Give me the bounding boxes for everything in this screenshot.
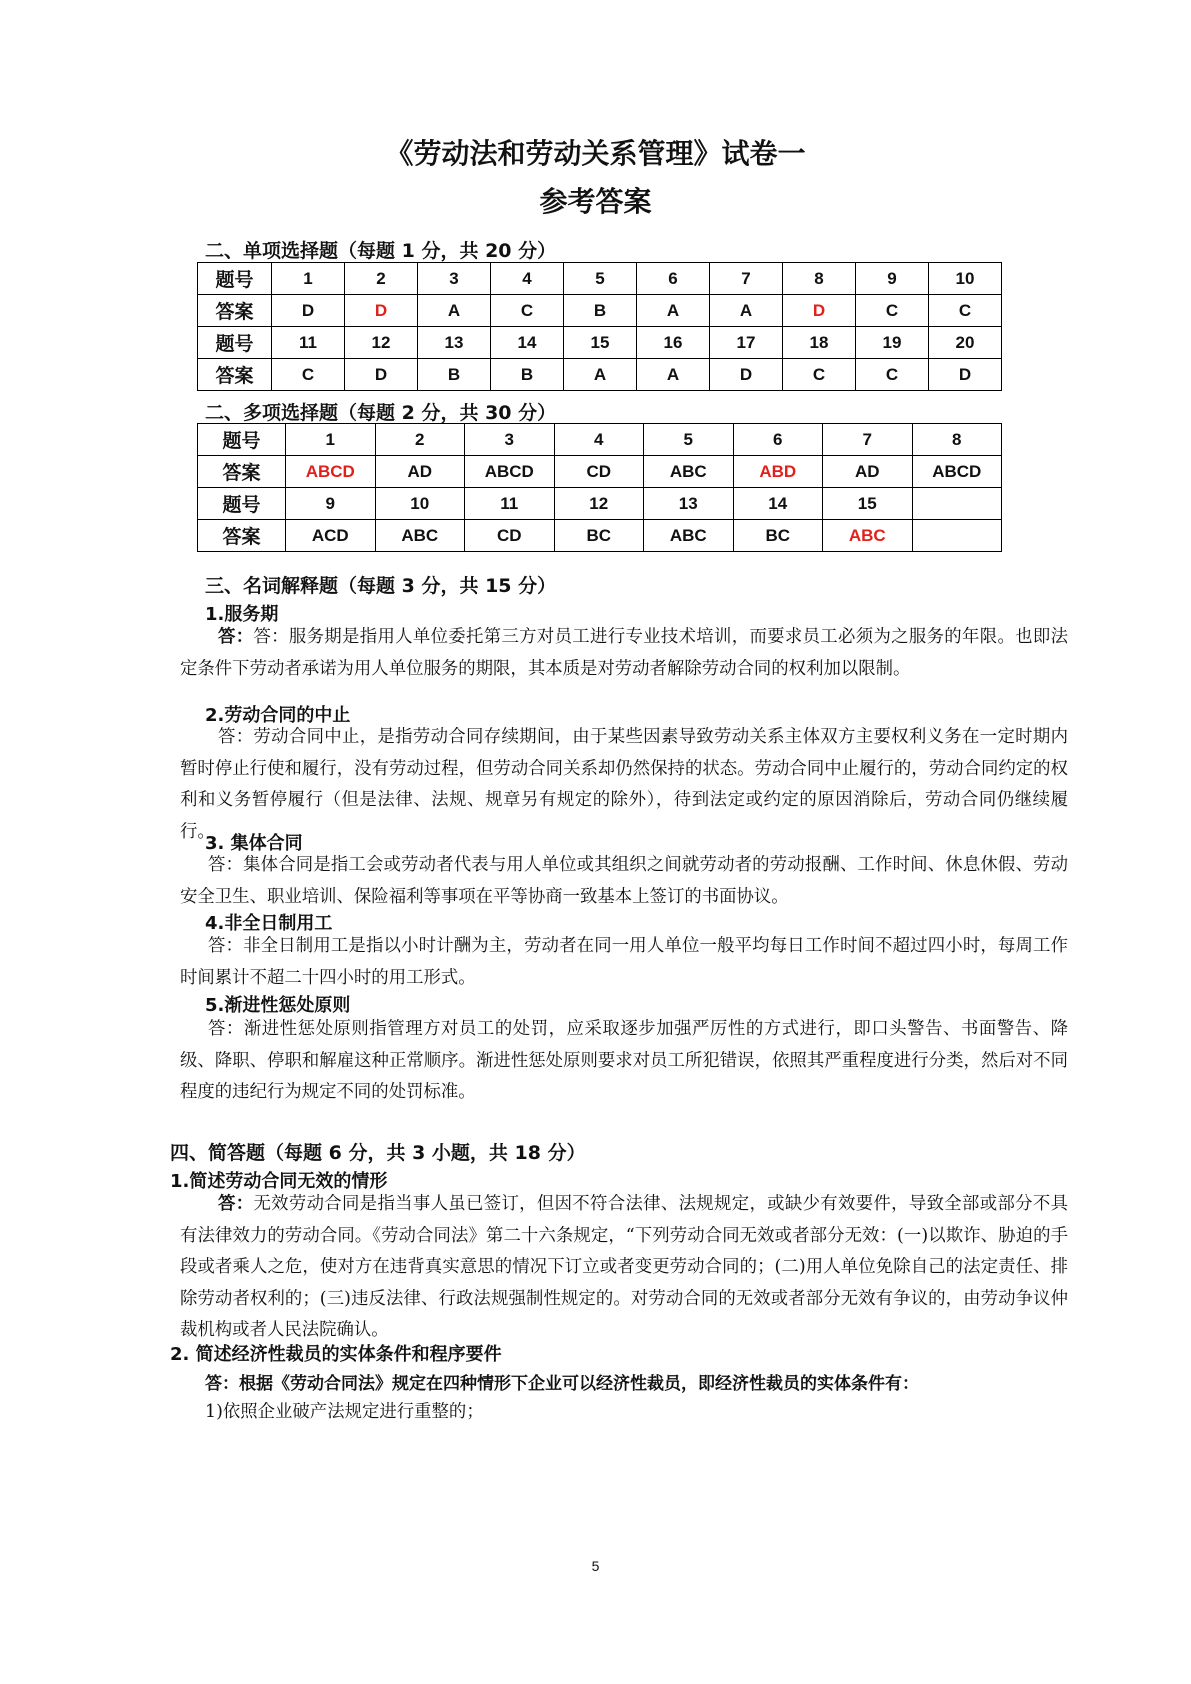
answer-cell: ABCD	[465, 456, 555, 488]
answer-cell: BC	[554, 520, 644, 552]
term-1-label: 1.服务期	[205, 604, 279, 625]
number-row	[198, 488, 1002, 520]
row-label-number: 题号	[198, 488, 286, 520]
term-5-answer: 答：渐进性惩处原则指管理方对员工的处罚，应采取逐步加强严厉性的方式进行，即口头警告、书面警告、降级、降职、停职和解雇这种正常顺序。渐进性惩处原则要求对员工所犯错误，依照其严重程度进行分类，然后对不同程度的违纪行为规定不同的处罚标准。	[180, 1019, 1068, 1102]
answer-cell: ABCD	[286, 456, 376, 488]
question-number-cell: 1	[286, 424, 376, 456]
number-row	[198, 263, 1002, 295]
answer-cell: A	[418, 295, 491, 327]
question-number-cell: 10	[375, 488, 465, 520]
row-label-answer: 答案	[198, 520, 286, 552]
answer-row	[198, 456, 1002, 488]
answer-cell: D	[929, 359, 1002, 391]
question-number-cell: 2	[375, 424, 465, 456]
question-number-cell: 11	[272, 327, 345, 359]
question-number-cell: 12	[345, 327, 418, 359]
question-number-cell: 11	[465, 488, 555, 520]
answer-cell: C	[856, 359, 929, 391]
page-subtitle: 参考答案	[539, 185, 652, 218]
answer-cell: A	[710, 295, 783, 327]
question-number-cell: 7	[710, 263, 783, 295]
question-number-cell: 13	[644, 488, 734, 520]
row-label-answer: 答案	[198, 295, 272, 327]
term-3-label: 3. 集体合同	[205, 833, 303, 854]
question-number-cell: 8	[912, 424, 1002, 456]
question-number-cell: 14	[491, 327, 564, 359]
short-answer-q2-item-1: 1)依照企业破产法规定进行重整的；	[205, 1402, 484, 1422]
question-number-cell: 3	[465, 424, 555, 456]
answer-cell: ABC	[823, 520, 913, 552]
short-answer-q1-text: 无效劳动合同是指当事人虽已签订，但因不符合法律、法规规定，或缺少有效要件，导致全部或部分不具有法律效力的劳动合同。《劳动合同法》第二十六条规定，“下列劳动合同无效或者部分无效：(一)以欺诈、胁迫的手段或者乘人之危，使对方在违背真实意思的情况下订立或者变更劳动合同的；(二)用人单位免除自己的法定责任、排除劳动者权利的；(三)违反法律、行政法规强制性规定的。对劳动合同的无效或者部分无效有争议的，由劳动争议仲裁机构或者人民法院确认。	[180, 1194, 1068, 1340]
question-number-cell: 7	[823, 424, 913, 456]
answer-row	[198, 295, 1002, 327]
question-number-cell: 13	[418, 327, 491, 359]
multi-choice-table	[197, 423, 1002, 552]
question-number-cell: 9	[286, 488, 376, 520]
number-row	[198, 424, 1002, 456]
answer-cell: AD	[823, 456, 913, 488]
short-answer-heading: 四、简答题（每题 6 分，共 3 小题，共 18 分）	[170, 1142, 586, 1164]
question-number-cell: 9	[856, 263, 929, 295]
answer-cell: C	[929, 295, 1002, 327]
answer-cell: B	[418, 359, 491, 391]
question-number-cell: 4	[554, 424, 644, 456]
answer-cell: D	[345, 359, 418, 391]
term-2-answer: 答：劳动合同中止，是指劳动合同存续期间，由于某些因素导致劳动关系主体双方主要权利义务在一定时期内暂时停止行使和履行，没有劳动过程，但劳动合同关系却仍然保持的状态。劳动合同中止履行的，劳动合同约定的权利和义务暂停履行（但是法律、法规、规章另有规定的除外），待到法定或约定的原因消除后，劳动合同仍继续履行。	[180, 727, 1068, 842]
multi-choice-heading: 二、多项选择题（每题 2 分，共 30 分）	[205, 402, 557, 424]
page-number: 5	[591, 1558, 600, 1574]
answer-lead: 答：	[218, 627, 254, 647]
answer-cell: D	[783, 295, 856, 327]
single-choice-table	[197, 262, 1002, 391]
answer-lead: 答：	[218, 1194, 254, 1214]
answer-cell: A	[637, 295, 710, 327]
term-1-answer	[180, 622, 1068, 685]
answer-cell: C	[783, 359, 856, 391]
answer-cell: A	[564, 359, 637, 391]
answer-cell: ABC	[375, 520, 465, 552]
term-4-label: 4.非全日制用工	[205, 913, 333, 934]
term-5-label: 5.渐进性惩处原则	[205, 995, 351, 1016]
question-number-cell: 18	[783, 327, 856, 359]
page-title: 《劳动法和劳动关系管理》试卷一	[385, 137, 806, 170]
row-label-number: 题号	[198, 327, 272, 359]
question-number-cell: 5	[564, 263, 637, 295]
answer-cell: D	[345, 295, 418, 327]
single-choice-heading: 二、单项选择题（每题 1 分，共 20 分）	[205, 240, 557, 262]
question-number-cell: 3	[418, 263, 491, 295]
number-row	[198, 327, 1002, 359]
question-number-cell: 15	[564, 327, 637, 359]
answer-cell: CD	[554, 456, 644, 488]
short-answer-q2-answer-line: 答：根据《劳动合同法》规定在四种情形下企业可以经济性裁员，即经济性裁员的实体条件有：	[205, 1374, 919, 1394]
answer-cell: BC	[733, 520, 823, 552]
answer-cell: AD	[375, 456, 465, 488]
term-4-answer: 答：非全日制用工是指以小时计酬为主，劳动者在同一用人单位一般平均每日工作时间不超过四小时，每周工作时间累计不超二十四小时的用工形式。	[180, 936, 1068, 988]
answer-cell: ACD	[286, 520, 376, 552]
question-number-cell: 16	[637, 327, 710, 359]
question-number-cell: 6	[637, 263, 710, 295]
question-number-cell: 10	[929, 263, 1002, 295]
short-answer-q1-answer	[180, 1189, 1068, 1347]
row-label-answer: 答案	[198, 456, 286, 488]
answer-cell: C	[272, 359, 345, 391]
row-label-number: 题号	[198, 263, 272, 295]
question-number-cell: 20	[929, 327, 1002, 359]
term-2-label: 2.劳动合同的中止	[205, 705, 351, 726]
question-number-cell: 2	[345, 263, 418, 295]
row-label-answer: 答案	[198, 359, 272, 391]
term-3-answer: 答：集体合同是指工会或劳动者代表与用人单位或其组织之间就劳动者的劳动报酬、工作时间、休息休假、劳动安全卫生、职业培训、保险福利等事项在平等协商一致基本上签订的书面协议。	[180, 855, 1068, 907]
short-answer-q1-title: 1.简述劳动合同无效的情形	[170, 1171, 388, 1192]
question-number-cell	[912, 488, 1002, 520]
question-number-cell: 4	[491, 263, 564, 295]
short-answer-q2-title: 2. 简述经济性裁员的实体条件和程序要件	[170, 1344, 502, 1365]
question-number-cell: 19	[856, 327, 929, 359]
question-number-cell: 1	[272, 263, 345, 295]
answer-cell: B	[491, 359, 564, 391]
answer-cell	[912, 520, 1002, 552]
question-number-cell: 14	[733, 488, 823, 520]
answer-cell: ABD	[733, 456, 823, 488]
answer-cell: D	[710, 359, 783, 391]
answer-cell: B	[564, 295, 637, 327]
answer-cell: C	[491, 295, 564, 327]
term-1-text: 答：服务期是指用人单位委托第三方对员工进行专业技术培训，而要求员工必须为之服务的年限。也即法定条件下劳动者承诺为用人单位服务的期限，其本质是对劳动者解除劳动合同的权利加以限制。	[180, 627, 1068, 679]
question-number-cell: 8	[783, 263, 856, 295]
answer-cell: CD	[465, 520, 555, 552]
row-label-number: 题号	[198, 424, 286, 456]
answer-cell: D	[272, 295, 345, 327]
answer-cell: C	[856, 295, 929, 327]
answer-cell: ABC	[644, 520, 734, 552]
answer-row	[198, 520, 1002, 552]
question-number-cell: 15	[823, 488, 913, 520]
question-number-cell: 12	[554, 488, 644, 520]
terms-heading: 三、名词解释题（每题 3 分，共 15 分）	[205, 575, 557, 597]
question-number-cell: 6	[733, 424, 823, 456]
answer-cell: A	[637, 359, 710, 391]
answer-row	[198, 359, 1002, 391]
answer-cell: ABC	[644, 456, 734, 488]
question-number-cell: 17	[710, 327, 783, 359]
answer-cell: ABCD	[912, 456, 1002, 488]
question-number-cell: 5	[644, 424, 734, 456]
